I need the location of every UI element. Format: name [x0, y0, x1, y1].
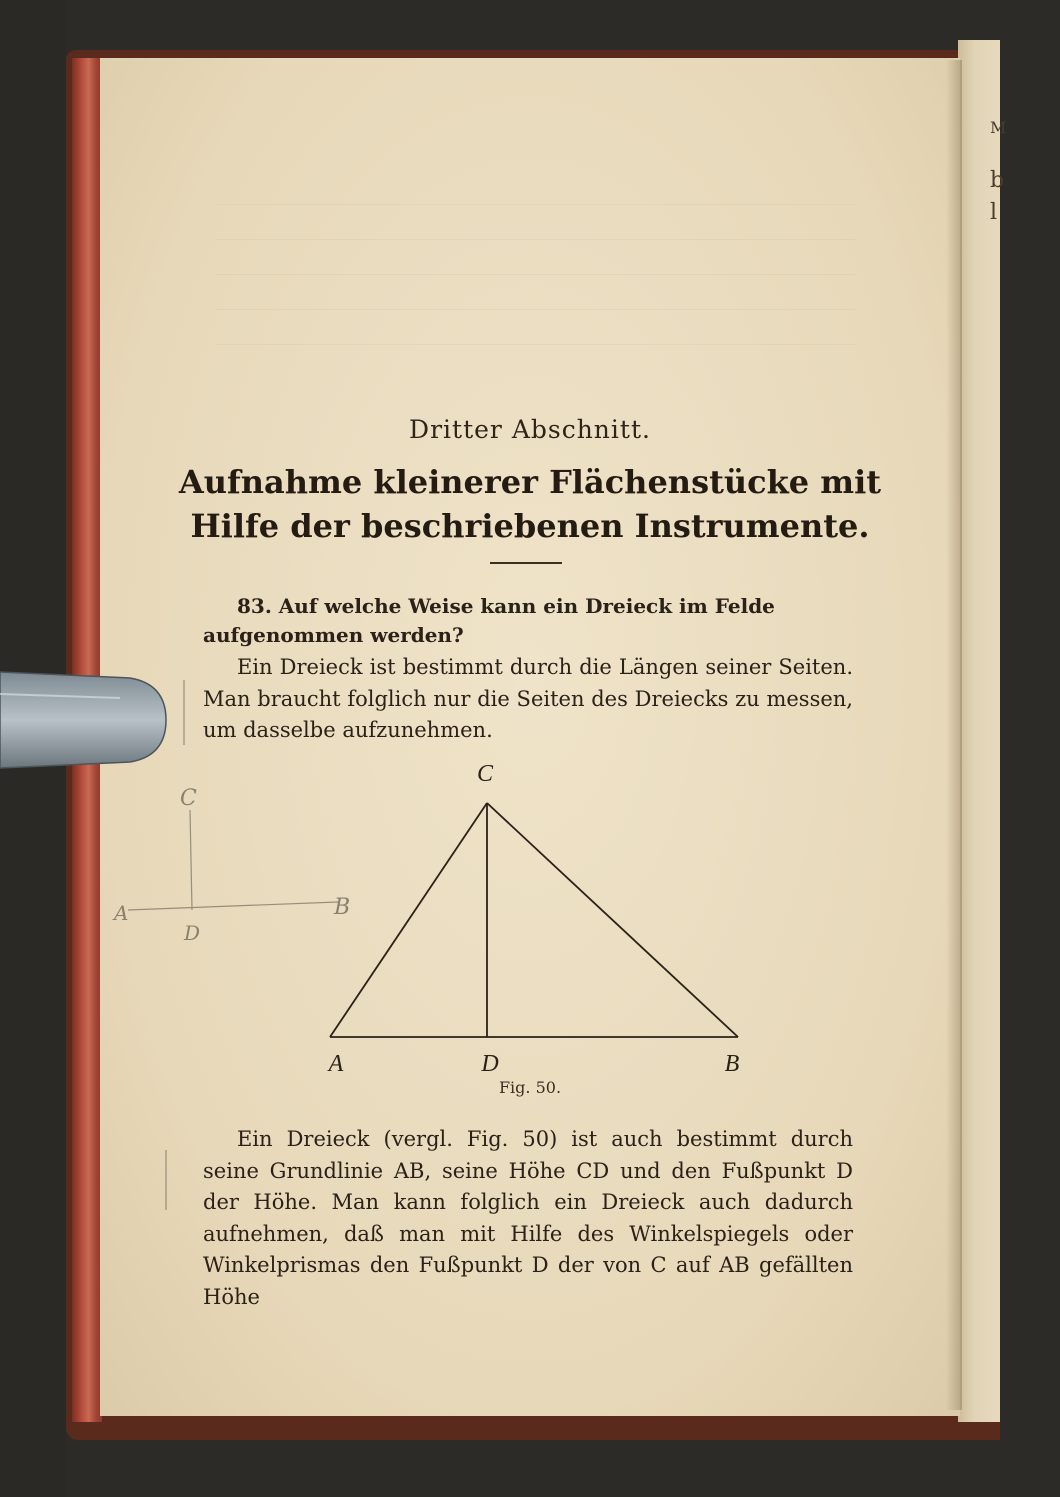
figure-50-triangle	[310, 755, 770, 1075]
next-page-edge	[958, 40, 1000, 1422]
label-b: B	[724, 1051, 740, 1077]
title-rule	[490, 562, 562, 564]
pencil-note-d: D	[184, 921, 201, 945]
next-page-mark-top: M	[990, 118, 1007, 137]
page-gutter-shadow	[946, 60, 962, 1410]
paragraph-1: Ein Dreieck ist bestimmt durch die Längen seiner Seiten. Man braucht folglich nur die Seiten des Dreiecks zu messen, um dasselbe aufzunehmen.	[203, 655, 853, 742]
section-label: Dritter Abschnitt.	[409, 415, 651, 444]
chapter-title: Aufnahme kleinerer Flächenstücke mit Hilfe der beschriebenen Instrumente.	[178, 463, 882, 545]
show-through-text	[215, 170, 855, 345]
side-cb	[487, 803, 738, 1037]
next-page-mark-2: l	[990, 200, 998, 225]
label-a: A	[328, 1051, 344, 1077]
pencil-note-b: B	[334, 895, 351, 920]
pencil-note-c: C	[180, 786, 197, 811]
next-page-mark-1: b	[990, 168, 1005, 193]
paragraph-2: Ein Dreieck (vergl. Fig. 50) ist auch bestimmt durch seine Grundlinie AB, seine Höhe CD und den Fußpunkt D der Höhe. Man kann folglich ein Dreieck auch dadurch aufnehmen, daß man mit Hilfe des Winkelspiegels oder Winkelprismas den Fußpunkt D der von C auf AB gefällten Höhe	[203, 1127, 853, 1309]
page-clip	[0, 664, 170, 776]
label-d: D	[481, 1051, 499, 1077]
question-83: 83. Auf welche Weise kann ein Dreieck im Felde aufgenommen werden?	[203, 594, 775, 647]
figure-caption: Fig. 50.	[498, 1078, 562, 1097]
label-c: C	[476, 761, 494, 787]
pencil-note-a: A	[114, 901, 129, 925]
